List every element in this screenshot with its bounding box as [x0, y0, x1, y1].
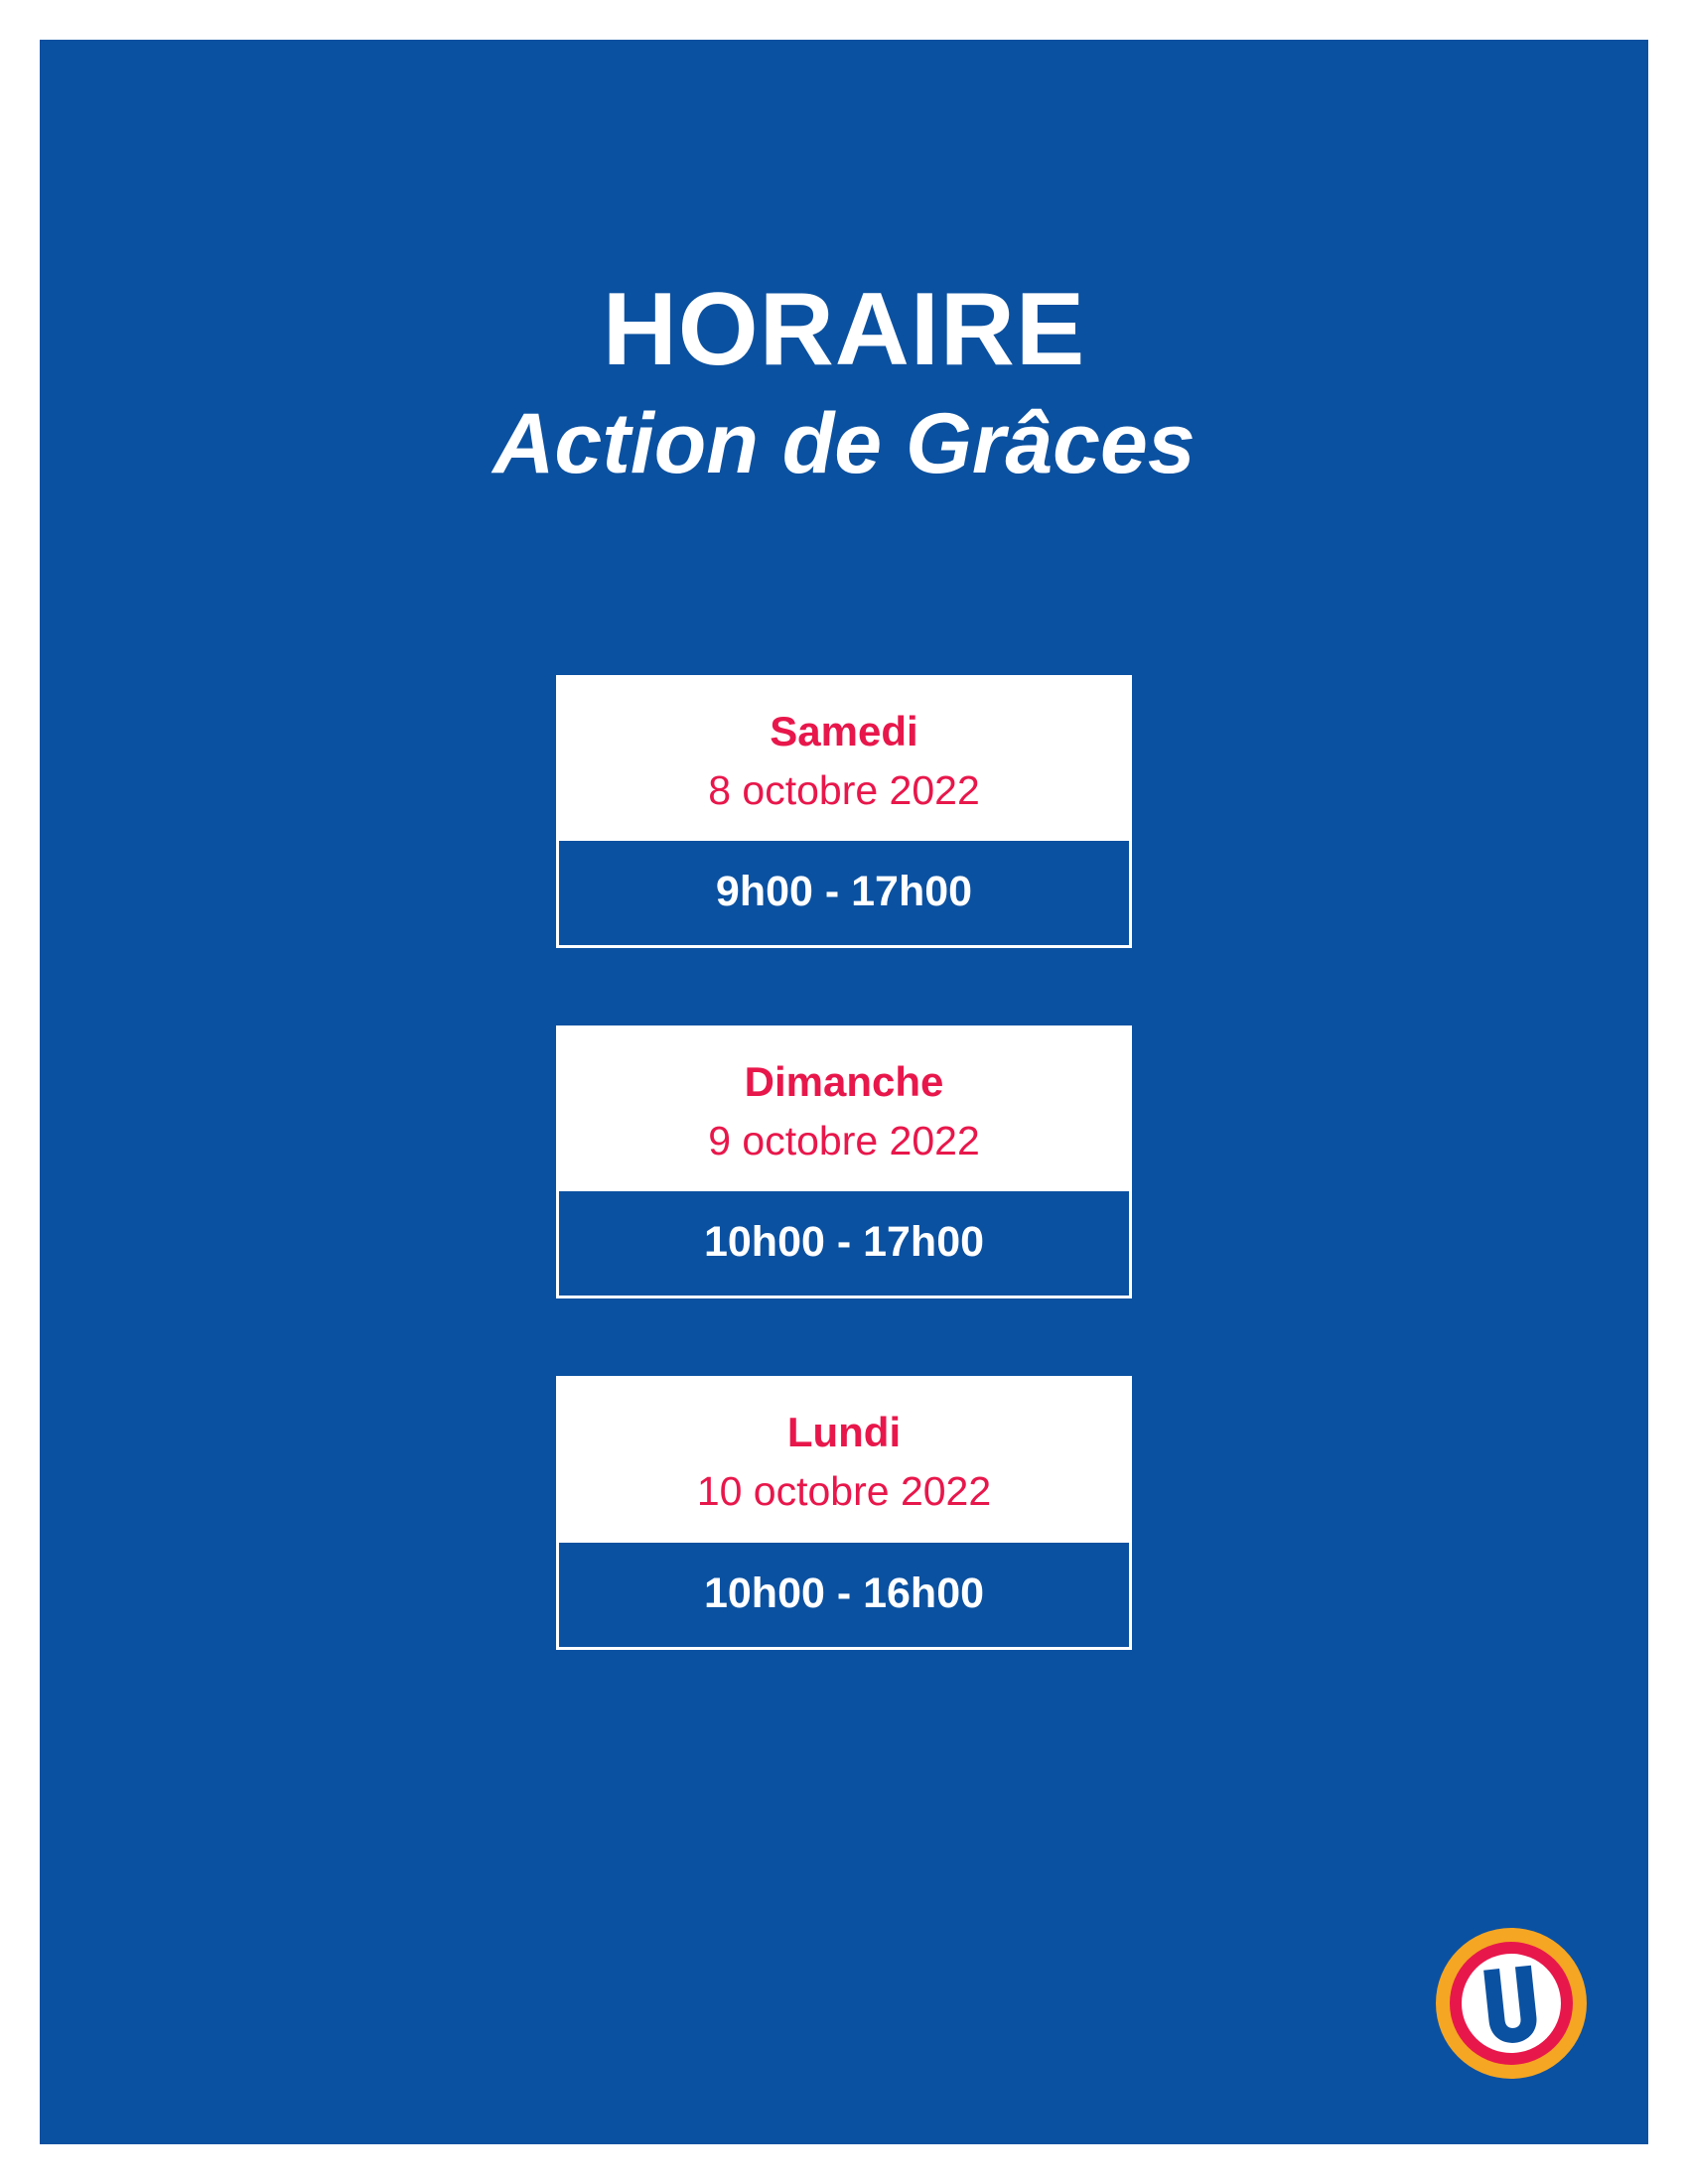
- card-header: [556, 675, 1132, 841]
- hours-label: 10h00 - 17h00: [703, 1218, 985, 1267]
- card-hours-band: [556, 1191, 1132, 1298]
- schedule-list: [556, 675, 1132, 1650]
- hours-label: 10h00 - 16h00: [703, 1569, 985, 1617]
- u-logo-icon: [1432, 1924, 1591, 2083]
- page-subtitle: Action de Grâces: [492, 396, 1196, 491]
- day-label: Lundi: [786, 1409, 902, 1456]
- date-label: 9 octobre 2022: [708, 1118, 980, 1164]
- hours-label: 9h00 - 17h00: [715, 868, 973, 916]
- card-header: [556, 1376, 1132, 1542]
- schedule-card-saturday: [556, 675, 1132, 948]
- title-block: [40, 272, 1648, 493]
- schedule-card-sunday: [556, 1025, 1132, 1298]
- schedule-card-monday: [556, 1376, 1132, 1649]
- day-label: Dimanche: [744, 1058, 944, 1106]
- card-hours-band: [556, 841, 1132, 948]
- date-label: 10 octobre 2022: [696, 1468, 992, 1515]
- day-label: Samedi: [770, 708, 918, 754]
- date-label: 8 octobre 2022: [708, 767, 980, 813]
- poster-canvas: [40, 40, 1648, 2144]
- card-hours-band: [556, 1543, 1132, 1650]
- page-title: HORAIRE: [602, 272, 1086, 387]
- card-header: [556, 1025, 1132, 1191]
